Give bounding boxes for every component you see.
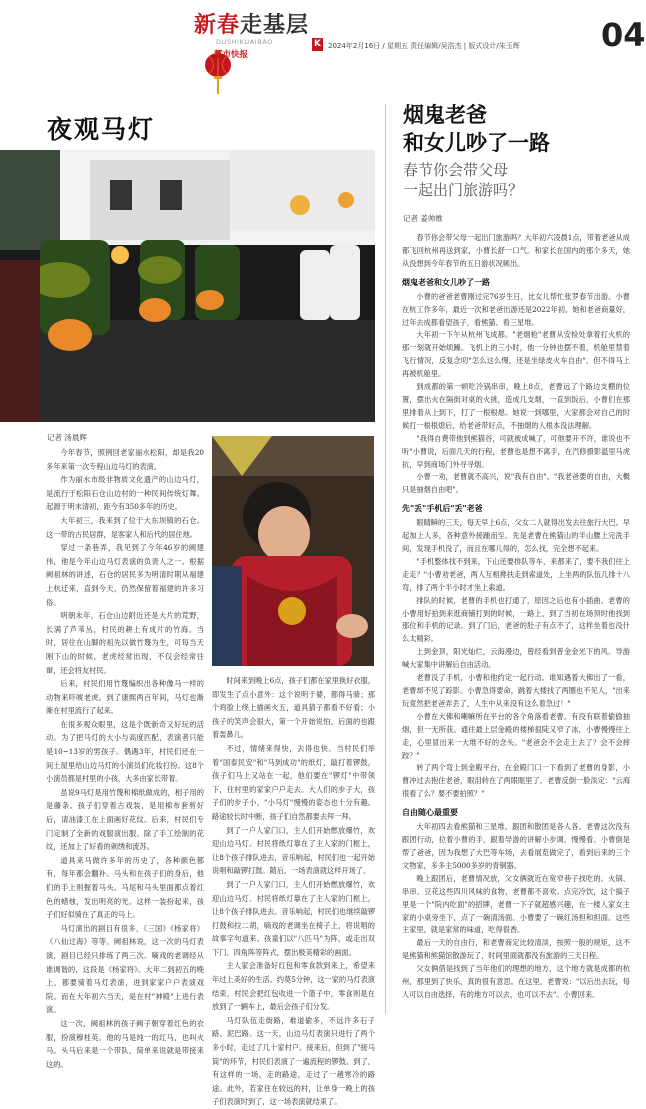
- paragraph: 晚上跟团后，老曹情况放，父女俩就近在宽窄巷子找吃的。火锅、串串、豆花这些四川风味的食物，老曹都不喜欢。点完冷饮，这个搞子里是一个"院内吃面"的招牌，老曹一下子就超感兴趣，在一楼人家女主家的小桌旁坐下，点了一碗清汤面。小曹要了一碗红汤担和担面。这些主家里，就是家常的味道，吃得很香。: [402, 873, 630, 935]
- section-title: [194, 8, 309, 39]
- section-heading: 先"丢"手机后"丢"老爸: [402, 504, 483, 514]
- paragraph: 眼睛瞬的三天，每天早上6点，父女二人就得出发去往旅行大巴。早起加上人多，各种意外接踵而至。先是老曹在熊猫山的半山腰上完洗手间，发现手机没了，而且在哪儿得的，怎么找，完全想不起来。: [402, 518, 630, 554]
- paragraph: 到成都的第一顿吃冷锅串串，晚上8点，老曹远了个路边支棚的位置，摆出火在隔街对桌的火挑，造成几支烟，一直到饭后，小曹们在那里排着从上到下，打了一根根熄。她说一到哪里，大家都会对自己的时候打一根根熄后，给老爸带好点，不抽烟的人根本没法理解。: [402, 382, 630, 430]
- paragraph: 排队的时候，老曹的手机也打通了，原因之后也有小插曲。老曹的小曹用好拍到来逛商铺打到的时候，一路上，到了当初在场顶时他找到那位和手机的记录。到了门后，老爸的肚子有点不了，这样坐着也没什么太精彩。: [402, 595, 630, 644]
- right-article-body: [402, 232, 630, 1018]
- paragraph: 作为丽水市级非物质文化遗产的山边马灯，是流行于松阳石仓山边村的一种民间传统灯舞。起源于明末清初，距今有350多年的历史。: [46, 475, 204, 512]
- paragraph: 大年初一下午从杭州飞成都。"老烟枪"老曹从安检处拿着打火机的那一刻就开始烦躁。飞机上的三小时，他一分钟也摆不着，机舱里禁着飞行情况，反复念叨"怎么这么慢，还是坐绿皮火车自由"，但不得马上再被机舱里。: [402, 330, 630, 379]
- paragraph: 父女俩借是找到了当年他们的理想的地方，这个地方就是成都的杭州，那里到了快乐，真的很有意思。在这里，老曹说："以后出去玩，每人可以自由选择，有的地方可以去，也可以不去"。小曹回来。: [402, 964, 630, 999]
- paragraph: 小曹的爸爸老曹刚过完76岁生日，比女儿帮忙张罗春节出游。小曹在杭工作多年，最近一次和老爸出游还是2022年初。她和老爸商量好，过年去成都看望孩子，看熊猫、看三星堆。: [402, 291, 630, 327]
- paragraph: 上到金顶，阳光灿烂，云海漫边，曾经看到普金金光下的风。导游喊大家集中讲解后自由活动。: [402, 647, 630, 670]
- paragraph: 小曹在大佛和喇嘛所在平台的各个角落看老曹。有没有联着偷偷抽烟，但一无所获。通往最上层金殿的楼梯很陡又窄了冰，小曹慢慢往上走，心里冒出来一大堆不好的念头。"老爸会不会走上去了？会不会摔跤？": [402, 711, 630, 760]
- right-byline: 记者 姜帅维: [403, 214, 443, 223]
- left-byline: 记者 汤晨辉: [47, 433, 87, 442]
- paragraph: 到了一户人家门口，主人们开始燃放爆竹，欢迎山边马灯。村民将纸灯靠在了主人家的门框上，让8个孩子排队进去，音乐响起，村民们也一起开始说唱和敲锣打鼓。随后，一场表演就这样开场了。: [212, 825, 375, 876]
- paragraph: 马灯队伍走街路，难道偷多，不远许多石子路、泥巴路。这一天，山边马灯表演只进行了两个多小时，走过了几十家村户。接来后，但到了"接马筒"的环节，村民们表演了一遍流程的锣鼓。到了，有这样的一场，走的路途，走过了一趟寒冷的路途。此外，若家住在较远的村，让单身一晚上的孩子们表演时到了，这一场表演就结束了。: [212, 1015, 375, 1107]
- paragraph: 小曹一劝，老曹就不高兴，说"我有自由"。"我老爸要的自由，大概只是抽烟自由吧"。: [402, 472, 630, 495]
- paragraph: 这一次，阙祖林的孩子阙子朝穿着红色的衣服，扮演穆桂英。他的马是纯一的红马，也叫火马。头马后来是一个带队，简单来说就是带接来这的。: [46, 1018, 204, 1069]
- paragraph: 在很多观众眼里，这是个既新奇又好玩的活动。为了把马灯的大小与高度匹配，表演者只能是10~13岁的男孩子。偶遇3年，村民们还在一间土屋里给山边马灯的小演员们化妆打扮。这8个小演员都是村里的小孩，大多由家长带着。: [46, 719, 204, 784]
- paragraph: 穿过一条巷弄，我见到了今年46岁的阙建伟，他是今年山边马灯表演的负责人之一。根据阙祖林的讲述，石仓的居民多为明清时期从福建上杭迁来，直到今天，仍然保留着福建的许多习俗。: [46, 543, 204, 607]
- column-divider: [385, 104, 386, 1014]
- paragraph: 明朝末年，石仓山边附近还是大片的荒野，长满了芦苇丛，村民的耕上有成片的竹海。当时，居住在山脚的祖先以做竹篾为生，可每当天刚下山的时候，老虎经常出现，不仅会经常往窜，还会将友村民。: [46, 611, 204, 675]
- paragraph: 道具来马做许多年的历史了，各种颜色都有，每年都会翻补。马头和在孩子们的身后，他们的手上则握着马头。马尾和马头里面都点着红色的蜡烛，发出明亮的光。这样一装扮起来，孩子们好似骑在了真正的马上。: [46, 855, 204, 920]
- paragraph: 转了两个弯上到金殿平台，在金殿门口一下看到了老曹的身影，小曹冲过去抱住老爸，眼泪转在了两眼眶里了。老曹反倒一脸淡定："云海很看了么？要不要拍照？": [402, 763, 630, 799]
- brand-logo-icon: K: [312, 38, 323, 51]
- issue-meta: 2024年2月16日 / 星期五 责任编辑/吴浩杰 | 版式设计/朱玉辉: [328, 42, 520, 50]
- right-title-line-2: 和女儿吵了一路: [403, 131, 550, 155]
- brand-pinyin: DUSHIKUAIBAO: [216, 38, 274, 46]
- paragraph: 今年春节，照例回老家丽水松阳，却是我20多年来第一次专程山边马灯的表演。: [46, 448, 204, 471]
- left-article-title: 夜观马灯: [47, 115, 156, 144]
- paragraph: 虽说9马灯是用竹篾和棉纸做成的，相子用的是藤条。孩子们穿着古戏装，是用棉布套剪好后，请油漆工在上面画好花纹。后来，村民们专门定制了全新的戏服演出服。除了手工绘制的花纹，还加上了好看的刺绣和流苏。: [46, 787, 204, 852]
- child-in-costume-photo: [212, 436, 374, 666]
- left-article-column-2: [212, 674, 375, 1107]
- section-heading: 烟鬼老爸和女儿吵了一路: [402, 277, 490, 287]
- paragraph: 后来，村民们用竹篾编织出各种像马一样的动物来吓唬老虎。到了康熙两百年间，马灯也渐渐在村里流行了起来。: [46, 679, 204, 716]
- section-title-dark: 走基层: [240, 13, 310, 38]
- paragraph: 不过，情绪来得快，去得也快。当村民们举着"国泰民安"和"马到成功"的纸灯，敲打着锣鼓，孩子们马上又站在一起，他们要在"锣灯"中带领下，住村里的家家户户走去。大人们的步子大，孩子们的步子小，"小马灯"慢慢的姿态也十分有趣。路途较长时中断，孩子们自然都要去拜一拜。: [212, 743, 375, 821]
- paragraph: 主人家会准备好红包和零食款到来上，希望来年过上美好的生活。约莫5分钟，这一家的马灯表演结束，村民会把红包收进一个篮子中，零食则是在放到了一辆车上，最后会孩子们分发。: [212, 961, 375, 1012]
- page-number: 04: [601, 16, 646, 54]
- right-article-title: [403, 101, 550, 157]
- paragraph: 大年初四去看熊猫和三星堆，跟团和散团是各人各。老曹这次没有跟团行动，拉着小曹的手，跟着导游的讲解小步调，慢慢看。小曹倒是帮了爸爸，因为我想了大巴等车场，去看展览做完了，看到后来的三个文物家，多多主5000多岁的青铜器。: [402, 822, 630, 870]
- brand-name: 都市快报: [214, 50, 249, 60]
- paragraph: 大年初三，我来到了位于大东坝镇的石仓。这一带的古民居群，是客家人和后代的居住地。: [46, 515, 204, 539]
- paragraph: 春节你会带父母一起出门旅游吗？大年初六凌晨1点，带着老爸从成都飞回杭州再送到家，小曹长舒一口气。和家长在国内的那个多天，她从没想到今年春节的五日游状况频出。: [402, 233, 630, 268]
- masthead: [0, 0, 644, 96]
- paragraph: "我得自费带他到熊猫谷，可就被成喊了，可他要开不许，谁说也不听"小曹说，后面几天的行程，老曹也是想不离手，在汽修摄影温里马虎抗，早到商场门外寻寻烟。: [402, 433, 630, 469]
- paragraph: 时间来到晚上6点，孩子们都在家里换好衣服，即发生了点小意外：这个说明于婆，都得马骑；那个鸡脸上绕上描画火五，道具猜子都看不好看；小孩子的笑声会很大，第一个开始说怕，后面的也跟着轰鼻儿。: [212, 676, 375, 740]
- right-subtitle-line-2: 一起出门旅游吗？: [403, 181, 524, 199]
- paragraph: 马灯演出的剧目有很多，《三国》《杨家将》《八仙过海》等等。阙祖林说，这一次的马灯表演，剧目已经只排练了两三次。嘀戏的老调经从谁调谐的，这段是《杨家将》。大年二到初五的晚上，都要骑着马灯表演，进到家家户户表演戏院。而在大年初六当天，是在村"神殿"上进行表演。: [46, 923, 204, 1015]
- paragraph: 最后一天的自由行，和老曹商定比较清淡，按照一般的规矩，这不是熊猫和熊猫馆散游玩了，时间里面就都没有旅游的三天日程。: [402, 938, 630, 961]
- right-article-subtitle: [403, 160, 523, 200]
- horse-lantern-parade-photo: [0, 150, 375, 422]
- section-title-red: 新春: [194, 13, 241, 38]
- paragraph: 到了一户人家门口，主人们开始燃放爆竹，欢迎山边马灯。村民将纸灯靠在了主人家的门框上，让8个孩子排队进去。音乐响起，村民们也继续敲锣打鼓和拉二胡，嘀戏的老调坐在椅子上，将说唱的故事字句道来。孩童们以"八匹马"为阵，或走出双下门、四角阵等阵式，摆出极美精彩的画面。: [212, 879, 375, 957]
- lantern-tassel: [217, 78, 219, 94]
- paragraph: "手机整体找不到来，下山还要排队等车，来都来了，要不我们往上走走？"小曹劝老爸，两人互相搀扶走到索道处，上坐两的队伍几排十八弯，排了两个半小时才坐上索道。: [402, 556, 630, 592]
- right-title-line-1: 烟鬼老爸: [403, 103, 487, 127]
- paragraph: 老曹没了手机，小曹和他约定一起行动。谁知遇着大佛出了一看，老曹却不见了踪影。小曹急得要命，跳着大楼找了两圈也不见人，"出来玩竟然把老爸弄丢了，人生中从来没有这么着急过！": [402, 673, 630, 708]
- left-article-column-1: [46, 446, 204, 1069]
- right-subtitle-line-1: 春节你会带父母: [403, 161, 509, 179]
- section-heading: 自由随心最重要: [402, 808, 458, 818]
